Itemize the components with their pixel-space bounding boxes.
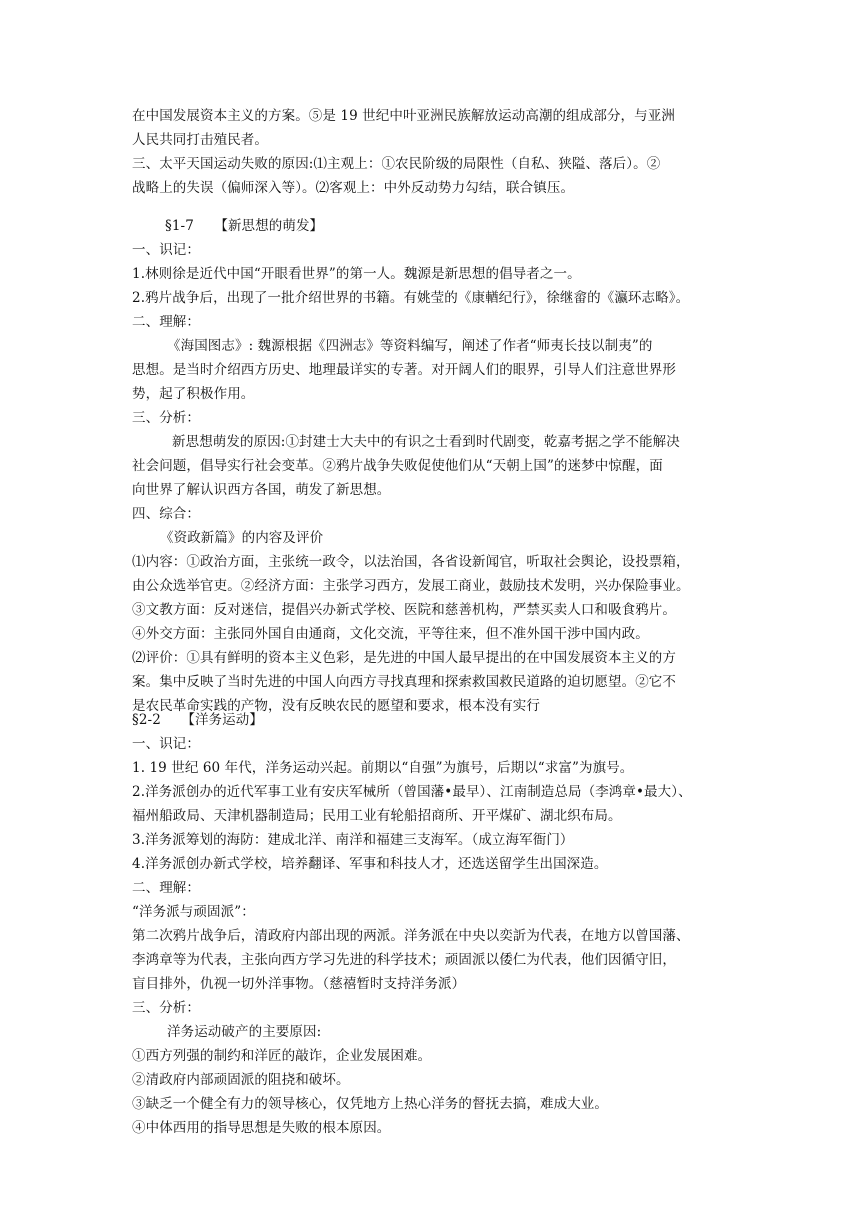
text-line: 2.鸦片战争后，出现了一批介绍世界的书籍。有姚莹的《康輶纪行》，徐继畲的《瀛环志略》。 <box>132 290 690 306</box>
section-heading: §1-7 【新思想的萌发】 <box>165 218 324 234</box>
text-line: 由公众选举官吏。②经济方面：主张学习西方，发展工商业，鼓励技术发明，兴办保险事业。 <box>132 578 690 594</box>
text-line: 1.林则徐是近代中国“开眼看世界”的第一人。魏源是新思想的倡导者之一。 <box>132 266 581 282</box>
subheading: 三、分析： <box>132 1000 200 1016</box>
text-line: 思想。是当时介绍西方历史、地理最详实的专著。对开阔人们的眼界，引导人们注意世界形 <box>132 362 676 378</box>
text-line: 新思想萌发的原因:①封建士大夫中的有识之士看到时代剧变，乾嘉考据之学不能解决 <box>172 434 680 450</box>
text-line: ③文教方面：反对迷信，提倡兴办新式学校、医院和慈善机构，严禁买卖人口和吸食鸦片。 <box>132 602 676 618</box>
subheading: 二、理解： <box>132 880 200 896</box>
text-line: “洋务派与顽固派”： <box>132 904 255 920</box>
text-line: ②清政府内部顽固派的阻挠和破坏。 <box>132 1072 350 1088</box>
subheading: 三、分析： <box>132 410 200 426</box>
section-heading: §2-2 【洋务运动】 <box>132 712 263 728</box>
text-line: ④中体西用的指导思想是失败的根本原因。 <box>132 1120 391 1136</box>
text-line: 《海国图志》: 魏源根据《四洲志》等资料编写，阐述了作者“师夷长技以制夷”的 <box>167 338 653 354</box>
text-line: 2.洋务派创办的近代军事工业有安庆军械所（曾国藩•最早）、江南制造总局（李鸿章•最大）、 <box>132 784 692 800</box>
text-line: 1. 19 世纪 60 年代，洋务运动兴起。前期以“自强”为旗号，后期以“求富”为旗号。 <box>132 760 634 776</box>
text-line: 李鸿章等为代表，主张向西方学习先进的科学技术；顽固派以倭仁为代表，他们因循守旧， <box>132 952 676 968</box>
text-line: 3.洋务派筹划的海防：建成北洋、南洋和福建三支海军。（成立海军衙门） <box>132 832 574 848</box>
text-line: 向世界了解认识西方各国，萌发了新思想。 <box>132 482 391 498</box>
text-line: 案。集中反映了当时先进的中国人向西方寻找真理和探索救国救民道路的迫切愿望。②它不 <box>132 674 676 690</box>
text-line: 《资政新篇》的内容及评价 <box>160 530 324 546</box>
text-line: ③缺乏一个健全有力的领导核心，仅凭地方上热心洋务的督抚去搞，难成大业。 <box>132 1096 608 1112</box>
text-line: 洋务运动破产的主要原因: <box>167 1024 322 1040</box>
subheading: 四、综合： <box>132 506 200 522</box>
subheading: 一、识记： <box>132 242 200 258</box>
text-line: 是农民革命实践的产物，没有反映农民的愿望和要求，根本没有实行 <box>132 698 540 714</box>
text-line: 战略上的失误（偏师深入等）。⑵客观上：中外反动势力勾结，联合镇压。 <box>132 180 575 196</box>
text-line: 势，起了积极作用。 <box>132 386 255 402</box>
text-line: 三、太平天国运动失败的原因:⑴主观上：①农民阶级的局限性（自私、狭隘、落后）。② <box>132 156 661 172</box>
text-line: ⑵评价：①具有鲜明的资本主义色彩，是先进的中国人最早提出的在中国发展资本主义的方 <box>132 650 676 666</box>
text-line: 4.洋务派创办新式学校，培养翻译、军事和科技人才，还选送留学生出国深造。 <box>132 856 608 872</box>
text-line: 第二次鸦片战争后，清政府内部出现的两派。洋务派在中央以奕訢为代表，在地方以曾国藩、 <box>132 928 690 944</box>
text-line: 人民共同打击殖民者。 <box>132 132 268 148</box>
text-line: 社会问题，倡导实行社会变革。②鸦片战争失败促使他们从“天朝上国”的迷梦中惊醒，面 <box>132 458 663 474</box>
subheading: 二、理解： <box>132 314 200 330</box>
text-line: ④外交方面：主张同外国自由通商，文化交流，平等往来，但不准外国干涉中国内政。 <box>132 626 649 642</box>
subheading: 一、识记： <box>132 736 200 752</box>
text-line: ①西方列强的制约和洋匠的敲诈，企业发展困难。 <box>132 1048 432 1064</box>
text-line: 福州船政局、天津机器制造局；民用工业有轮船招商所、开平煤矿、湖北织布局。 <box>132 808 622 824</box>
text-line: 在中国发展资本主义的方案。⑤是 19 世纪中叶亚洲民族解放运动高潮的组成部分，与亚洲 <box>132 108 675 124</box>
text-line: 盲目排外，仇视一切外洋事物。（慈禧暂时支持洋务派） <box>132 976 466 992</box>
text-line: ⑴内容：①政治方面，主张统一政令，以法治国，各省设新闻官，听取社会舆论，设投票箱， <box>132 554 690 570</box>
